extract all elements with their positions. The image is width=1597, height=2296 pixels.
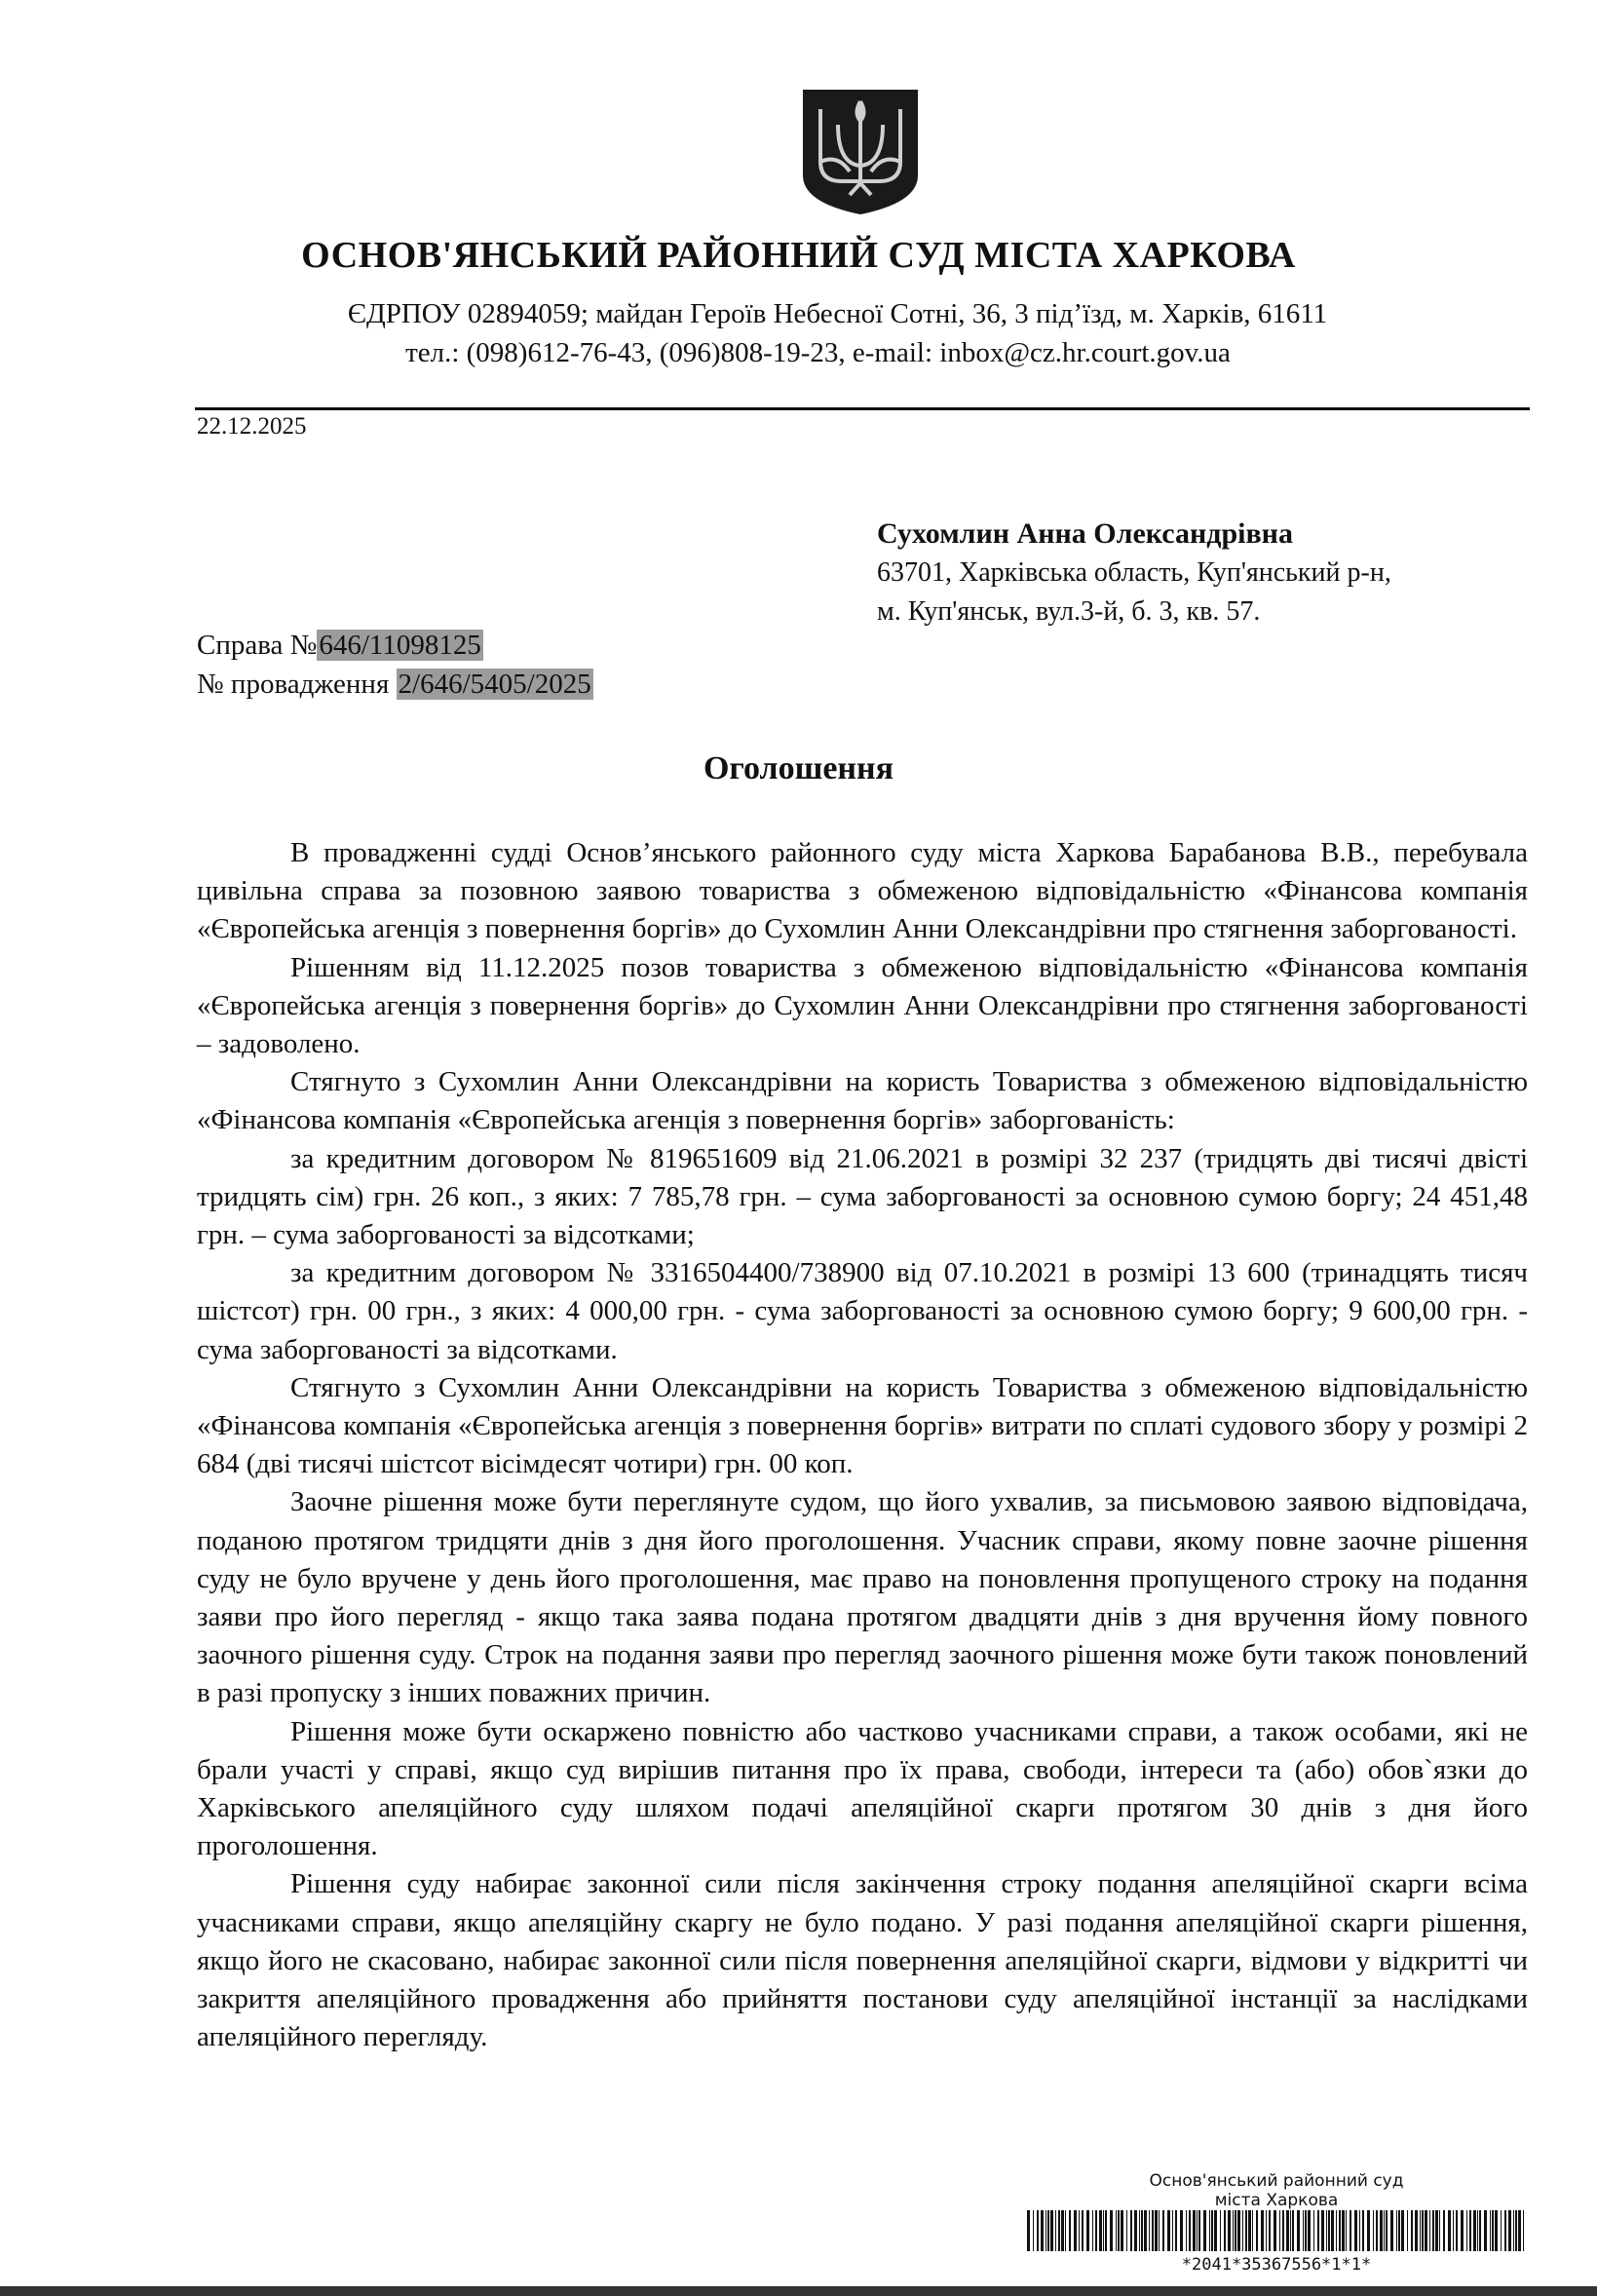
barcode-bar bbox=[1245, 2210, 1247, 2251]
barcode-bar bbox=[1518, 2210, 1521, 2251]
barcode-bar bbox=[1121, 2210, 1123, 2251]
court-contact-phone-email: тел.: (098)612-76-43, (096)808-19-23, e-mail: inbox@cz.hr.court.gov.ua bbox=[405, 337, 1231, 368]
barcode-bar bbox=[1149, 2210, 1150, 2251]
barcode-bar bbox=[1501, 2210, 1502, 2251]
barcode-bar bbox=[1367, 2210, 1370, 2251]
barcode-bar bbox=[1373, 2210, 1374, 2251]
barcode-bar bbox=[1473, 2210, 1476, 2251]
barcode-bar bbox=[1398, 2210, 1400, 2251]
barcode-bar bbox=[1252, 2210, 1253, 2251]
barcode-bar bbox=[1326, 2210, 1327, 2251]
barcode-bar bbox=[1155, 2210, 1158, 2251]
barcode-bar bbox=[1058, 2210, 1060, 2251]
barcode-bar bbox=[1286, 2210, 1289, 2251]
barcode-bar bbox=[1425, 2210, 1427, 2251]
barcode-bar bbox=[1095, 2210, 1097, 2251]
barcode-bar bbox=[1269, 2210, 1271, 2251]
paragraph: В провадженні судді Основ’янського районного суду міста Харкова Барабанова В.В., перебувала цивільна справа за позовною заявою товариства з обмеженою відповідальністю «Фінансова компанія «Європейська агенція з повернення боргів» до Сухомлин Анни Олександрівни про стягнення заборгованості. bbox=[197, 837, 1528, 945]
barcode-bar bbox=[1376, 2210, 1378, 2251]
barcode-bar bbox=[1350, 2210, 1351, 2251]
barcode-bar bbox=[1266, 2210, 1267, 2251]
barcode-bar bbox=[1456, 2210, 1458, 2251]
barcode-bar bbox=[1448, 2210, 1451, 2251]
barcode-bar bbox=[1439, 2210, 1440, 2251]
paragraph: за кредитним договором № 819651609 від 21.06.2021 в розмірі 32 237 (тридцять дві тисячі двісті тридцять сім) грн. 26 коп., з яких: 7 785,78 грн. – сума заборгованості за основною сумою боргу; 24 451,48 грн. – сума заборгованості за відсотками; bbox=[197, 1142, 1528, 1251]
barcode-bar bbox=[1211, 2210, 1213, 2251]
barcode-bar bbox=[1346, 2210, 1347, 2251]
barcode-bar bbox=[1141, 2210, 1143, 2251]
paragraph: Рішення може бути оскаржено повністю або частково учасниками справи, а також особами, які не брали участі у справі, якщо суд вирішив питання про їх права, свободи, інтереси та (або) обов`язки до Харківського апеляційного суду шляхом подачі апеляційної скарги протягом 30 днів з дня його проголошення. bbox=[197, 1715, 1528, 1862]
barcode-bar bbox=[1415, 2210, 1418, 2251]
barcode-bar bbox=[1180, 2210, 1183, 2251]
barcode-bar bbox=[1086, 2210, 1089, 2251]
barcode-bar bbox=[1220, 2210, 1221, 2251]
barcode-bar bbox=[1209, 2210, 1210, 2251]
barcode-bar bbox=[1116, 2210, 1117, 2251]
court-name: ОСНОВ'ЯНСЬКИЙ РАЙОННИЙ СУД МІСТА ХАРКОВА bbox=[301, 235, 1296, 276]
barcode-bar bbox=[1390, 2210, 1393, 2251]
court-stamp bbox=[1130, 2171, 1423, 2210]
barcode-bar bbox=[1305, 2210, 1307, 2251]
barcode-bar bbox=[1152, 2210, 1154, 2251]
barcode-bar bbox=[1162, 2210, 1164, 2251]
barcode-bar bbox=[1167, 2210, 1170, 2251]
barcode bbox=[1023, 2210, 1530, 2251]
barcode-bar bbox=[1159, 2210, 1160, 2251]
barcode-bar bbox=[1197, 2210, 1198, 2251]
barcode-bar bbox=[1469, 2210, 1471, 2251]
barcode-bar bbox=[1429, 2210, 1430, 2251]
recipient-address-line-1: 63701, Харківська область, Куп'янський р-н, bbox=[877, 557, 1391, 588]
barcode-bar bbox=[1466, 2210, 1467, 2251]
barcode-bar bbox=[1082, 2210, 1084, 2251]
court-contact-address: ЄДРПОУ 02894059; майдан Героїв Небесної Сотні, 36, 3 під’їзд, м. Харків, 61611 bbox=[347, 298, 1328, 329]
barcode-bar bbox=[1198, 2210, 1200, 2251]
header-divider bbox=[195, 407, 1530, 410]
barcode-bar bbox=[1118, 2210, 1120, 2251]
barcode-bar bbox=[1384, 2210, 1385, 2251]
barcode-bar bbox=[1224, 2210, 1226, 2251]
barcode-bar bbox=[1037, 2210, 1039, 2251]
case-label: Справа № bbox=[197, 630, 318, 661]
barcode-bar bbox=[1126, 2210, 1127, 2251]
barcode-bar bbox=[1139, 2210, 1140, 2251]
barcode-bar bbox=[1248, 2210, 1251, 2251]
barcode-bar bbox=[1359, 2210, 1360, 2251]
paragraph: Рішення суду набирає законної сили після закінчення строку подання апеляційної скарги всіма учасниками справи, якщо апеляційну скаргу не було подано. У разі подання апеляційної скарги рішення, якщо його не скасовано, набирає законної сили після повернення апеляційної скарги, відмови у відкритті чи закриття апеляційного провадження або прийняття постанови суду апеляційної інстанції за наслідками апеляційного перегляду. bbox=[197, 1868, 1528, 2053]
paragraph: за кредитним договором № 3316504400/738900 від 07.10.2021 в розмірі 13 600 (тринадцять тисяч шістсот) грн. 00 грн., з яких: 4 000,00 грн. - сума заборгованості за основною сумою боргу; 9 600,00 грн. - сума заборгованості за відсотками. bbox=[197, 1257, 1528, 1365]
barcode-bar bbox=[1279, 2210, 1280, 2251]
barcode-bar bbox=[1193, 2210, 1196, 2251]
barcode-bar bbox=[1242, 2210, 1243, 2251]
barcode-bar bbox=[1504, 2210, 1506, 2251]
barcode-bar bbox=[1074, 2210, 1077, 2251]
barcode-bar bbox=[1099, 2210, 1102, 2251]
barcode-bar bbox=[1175, 2210, 1177, 2251]
barcode-bar bbox=[1079, 2210, 1080, 2251]
barcode-bar bbox=[1477, 2210, 1478, 2251]
barcode-bar bbox=[1495, 2210, 1498, 2251]
barcode-bar bbox=[1380, 2210, 1383, 2251]
barcode-bar bbox=[1420, 2210, 1421, 2251]
paragraph: Стягнуто з Сухомлин Анни Олександрівни на користь Товариства з обмеженою відповідальністю «Фінансова компанія «Європейська агенція з повернення боргів» заборгованість: bbox=[197, 1066, 1528, 1136]
paragraph: Рішенням від 11.12.2025 позов товариства з обмеженою відповідальністю «Фінансова компанія «Європейська агенція з повернення боргів» до Сухомлин Анни Олександрівни про стягнення заборгованості – задоволено. bbox=[197, 951, 1528, 1060]
barcode-bar bbox=[1041, 2210, 1044, 2251]
barcode-bar bbox=[1321, 2210, 1324, 2251]
barcode-bar bbox=[1435, 2210, 1438, 2251]
barcode-bar bbox=[1297, 2210, 1300, 2251]
barcode-bar bbox=[1065, 2210, 1066, 2251]
recipient-name: Сухомлин Анна Олександрівна bbox=[877, 517, 1293, 550]
proceeding-number: 2/646/5405/2025 bbox=[398, 669, 591, 700]
barcode-bar bbox=[1362, 2210, 1364, 2251]
barcode-bar bbox=[1050, 2210, 1053, 2251]
barcode-bar bbox=[1235, 2210, 1236, 2251]
barcode-bar bbox=[1290, 2210, 1291, 2251]
barcode-bar bbox=[1317, 2210, 1319, 2251]
barcode-bar bbox=[1401, 2210, 1404, 2251]
barcode-bar bbox=[1396, 2210, 1397, 2251]
scan-edge bbox=[0, 2286, 1597, 2296]
paragraph: Стягнуто з Сухомлин Анни Олександрівни на користь Товариства з обмеженою відповідальністю «Фінансова компанія «Європейська агенція з повернення боргів» витрати по сплаті судового збору у розмірі 2 684 (дві тисячі шістсот вісімдесят чотири) грн. 00 коп. bbox=[197, 1371, 1528, 1480]
barcode-bar bbox=[1261, 2210, 1264, 2251]
barcode-bar bbox=[1282, 2210, 1284, 2251]
barcode-bar bbox=[1092, 2210, 1093, 2251]
barcode-bar bbox=[1144, 2210, 1147, 2251]
barcode-bar bbox=[1103, 2210, 1104, 2251]
barcode-bar bbox=[1274, 2210, 1276, 2251]
barcode-bar bbox=[1453, 2210, 1454, 2251]
barcode-bar bbox=[1228, 2210, 1231, 2251]
barcode-bar bbox=[1422, 2210, 1424, 2251]
barcode-bar bbox=[1292, 2210, 1294, 2251]
barcode-bar bbox=[1331, 2210, 1334, 2251]
barcode-bar bbox=[1134, 2210, 1137, 2251]
barcode-bar bbox=[1203, 2210, 1206, 2251]
barcode-bar bbox=[1303, 2210, 1304, 2251]
barcode-bar bbox=[1328, 2210, 1330, 2251]
barcode-bar bbox=[1237, 2210, 1240, 2251]
barcode-bar bbox=[1342, 2210, 1345, 2251]
barcode-bar bbox=[1339, 2210, 1341, 2251]
barcode-bar bbox=[1027, 2210, 1030, 2251]
barcode-bar bbox=[1513, 2210, 1514, 2251]
document-date: 22.12.2025 bbox=[197, 413, 307, 440]
barcode-bar bbox=[1110, 2210, 1113, 2251]
recipient-block bbox=[877, 515, 1391, 631]
barcode-bar bbox=[1508, 2210, 1511, 2251]
barcode-bar bbox=[1407, 2210, 1408, 2251]
barcode-bar bbox=[1033, 2210, 1034, 2251]
recipient-address-line-2: м. Куп'янськ, вул.3-й, б. 3, кв. 57. bbox=[877, 596, 1261, 627]
barcode-bar bbox=[1055, 2210, 1056, 2251]
barcode-bar bbox=[1490, 2210, 1491, 2251]
barcode-bar bbox=[1411, 2210, 1413, 2251]
barcode-bar bbox=[1130, 2210, 1132, 2251]
barcode-bar bbox=[1214, 2210, 1217, 2251]
trident-emblem-icon bbox=[799, 86, 922, 218]
barcode-bar bbox=[1523, 2210, 1524, 2251]
stamp-line-2: міста Харкова bbox=[1214, 2191, 1339, 2210]
announcement-body bbox=[197, 834, 1528, 2057]
barcode-bar bbox=[1308, 2210, 1311, 2251]
barcode-bar bbox=[1354, 2210, 1357, 2251]
barcode-bar bbox=[1484, 2210, 1487, 2251]
barcode-bar bbox=[1256, 2210, 1258, 2251]
barcode-bar bbox=[1461, 2210, 1464, 2251]
barcode-bar bbox=[1047, 2210, 1049, 2251]
proceeding-label: № провадження bbox=[197, 669, 397, 700]
barcode-bar bbox=[1189, 2210, 1191, 2251]
barcode-bar bbox=[1061, 2210, 1064, 2251]
barcode-bar bbox=[1186, 2210, 1187, 2251]
case-reference bbox=[197, 626, 593, 704]
document-heading: Оголошення bbox=[703, 750, 894, 786]
barcode-bar bbox=[1313, 2210, 1314, 2251]
barcode-bar bbox=[1172, 2210, 1173, 2251]
barcode-bar bbox=[1443, 2210, 1445, 2251]
barcode-bar bbox=[1492, 2210, 1494, 2251]
barcode-bar bbox=[1105, 2210, 1107, 2251]
paragraph: Заочне рішення може бути переглянуте судом, що його ухвалив, за письмовою заявою відповідача, поданою протягом тридцяти днів з дня його проголошення. Учасник справи, якому повне заочне рішення суду не було вручене у день його проголошення, має право на поновлення пропущеного строку на подання заяви про його перегляд - якщо така заява подана протягом двадцяти днів з дня вручення йому повного заочного рішення суду. Строк на подання заяви про перегляд заочного рішення може бути також поновлений в разі пропуску з інших поважних причин. bbox=[197, 1486, 1528, 1709]
case-number: 646/11098125 bbox=[319, 630, 481, 661]
stamp-line-1: Основ'янський районний суд bbox=[1149, 2171, 1404, 2191]
barcode-bar bbox=[1233, 2210, 1234, 2251]
barcode-bar bbox=[1386, 2210, 1388, 2251]
barcode-number: *2041*35367556*1*1* bbox=[1181, 2255, 1372, 2275]
barcode-bar bbox=[1479, 2210, 1481, 2251]
barcode-bar bbox=[1069, 2210, 1071, 2251]
barcode-bar bbox=[1432, 2210, 1434, 2251]
barcode-bar bbox=[1336, 2210, 1337, 2251]
barcode-bar bbox=[1515, 2210, 1517, 2251]
